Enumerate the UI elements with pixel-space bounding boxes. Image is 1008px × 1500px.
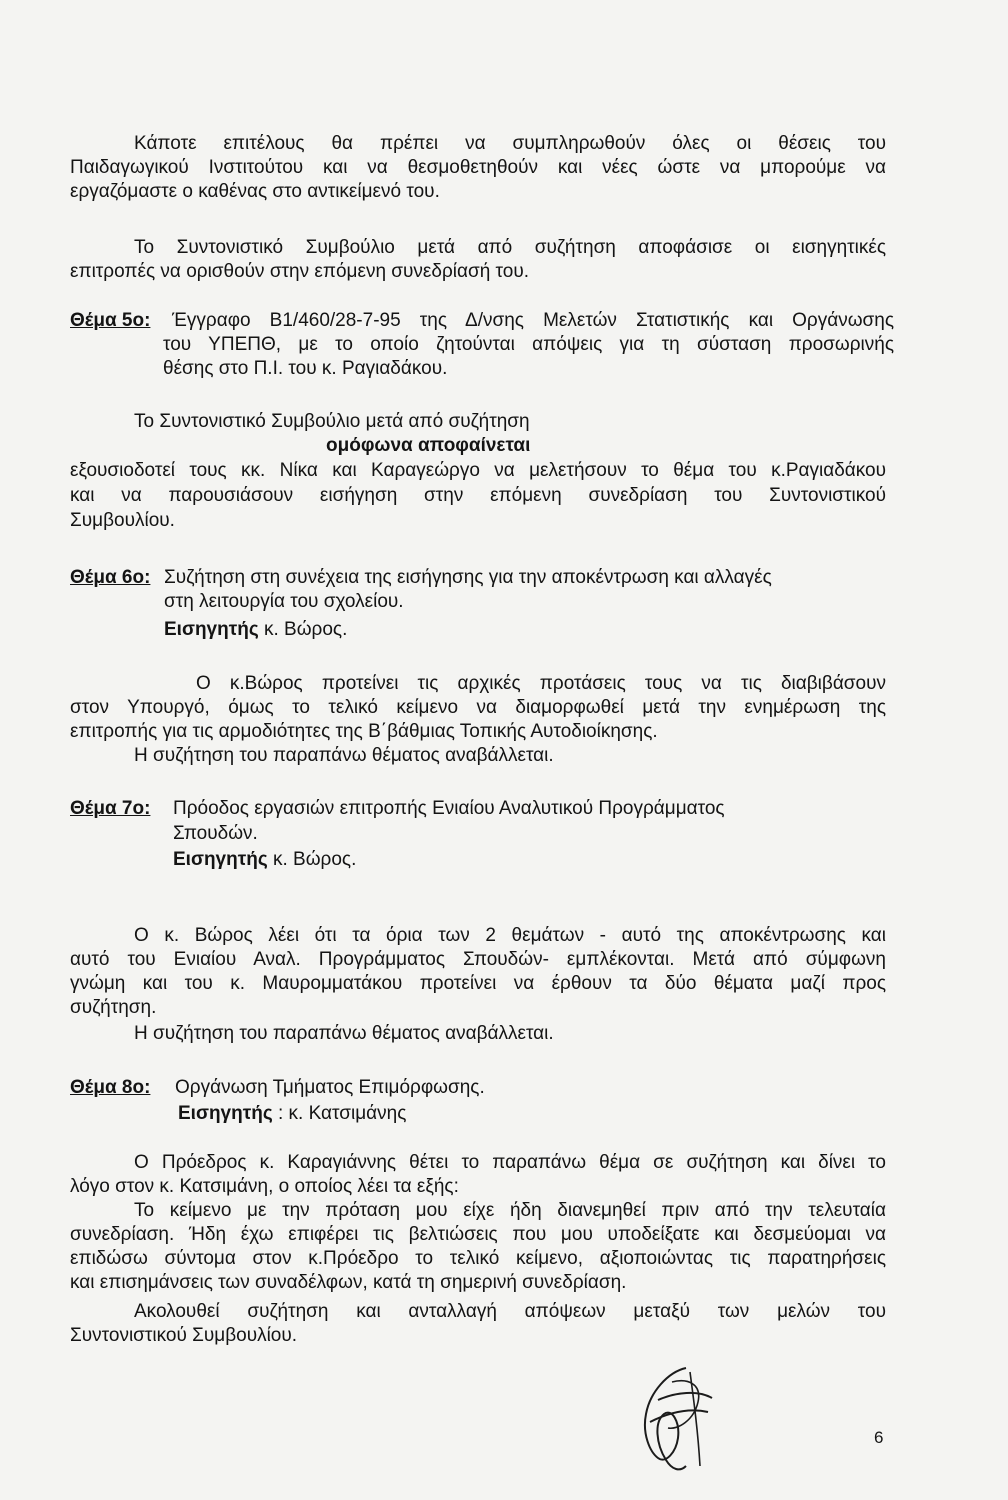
topic-5-title: του ΥΠΕΠΘ, με το οποίο ζητούνται απόψεις για τη σύσταση προσωρινής [163, 334, 894, 355]
topic-6-postponed: Η συζήτηση του παραπάνω θέματος αναβάλλεται. [134, 745, 554, 766]
topic-7-body: συζήτηση. [70, 997, 157, 1018]
rapporteur-name: κ. Βώρος. [263, 619, 348, 640]
topic-5-result: Συμβουλίου. [70, 510, 175, 531]
topic-8-label: Θέμα 8ο: [70, 1077, 151, 1098]
topic-7-title: Σπουδών. [173, 823, 258, 844]
rapporteur-label: Εισηγητής [164, 619, 259, 640]
topic-8-quote: συνεδρίαση. Ήδη έχω επιφέρει τις βελτιώσεις που μου υποδείξατε και δεσμεύομαι να [70, 1224, 886, 1245]
topic-8-quote: Το κείμενο με την πρόταση μου είχε ήδη διανεμηθεί πριν από την τελευταία [134, 1200, 886, 1221]
paragraph-line: Το Συντονιστικό Συμβούλιο μετά από συζήτηση αποφάσισε οι εισηγητικές [134, 237, 886, 258]
topic-5-label: Θέμα 5ο: [70, 310, 151, 331]
paragraph-line: Παιδαγωγικού Ινστιτούτου και να θεσμοθετηθούν και νέες ώστε να μπορούμε να [70, 157, 886, 178]
topic-5-result: εξουσιοδοτεί τους κκ. Νίκα και Καραγεώργο να μελετήσουν το θέμα του κ.Ραγιαδάκου [70, 460, 886, 481]
rapporteur-name: κ. Βώρος. [272, 849, 357, 870]
topic-7-label: Θέμα 7ο: [70, 798, 151, 819]
topic-7-rapporteur [173, 848, 356, 871]
topic-8-body: λόγο στον κ. Κατσιμάνη, ο οποίος λέει τα εξής: [70, 1176, 459, 1197]
topic-5-decision: ομόφωνα αποφαίνεται [326, 435, 531, 456]
topic-7-postponed: Η συζήτηση του παραπάνω θέματος αναβάλλεται. [134, 1023, 554, 1044]
topic-6-label: Θέμα 6ο: [70, 567, 151, 588]
topic-8-rapporteur [178, 1102, 406, 1125]
topic-8-closing: Ακολουθεί συζήτηση και ανταλλαγή απόψεων μεταξύ των μελών του [134, 1301, 886, 1322]
topic-7-body: αυτό του Ενιαίου Αναλ. Προγράμματος Σπουδών- εμπλέκονται. Μετά από σύμφωνη [70, 949, 886, 970]
topic-8-body: Ο Πρόεδρος κ. Καραγιάννης θέτει το παραπάνω θέμα σε συζήτηση και δίνει το [134, 1152, 886, 1173]
topic-6-body: Ο κ.Βώρος προτείνει τις αρχικές προτάσεις τους να τις διαβιβάσουν [196, 673, 886, 694]
rapporteur-label: Εισηγητής [178, 1103, 273, 1124]
rapporteur-label: Εισηγητής [173, 849, 268, 870]
topic-7-title: Πρόοδος εργασιών επιτροπής Ενιαίου Αναλυτικού Προγράμματος [173, 798, 725, 819]
rapporteur-name: : κ. Κατσιμάνης [277, 1103, 407, 1124]
paragraph-line: επιτροπές να ορισθούν στην επόμενη συνεδρίασή του. [70, 261, 530, 282]
topic-5-title: θέσης στο Π.Ι. του κ. Ραγιαδάκου. [163, 358, 448, 379]
topic-6-title: στη λειτουργία του σχολείου. [164, 591, 404, 612]
paragraph-line: εργαζόμαστε ο καθένας στο αντικείμενό του. [70, 181, 440, 202]
topic-5-result: και να παρουσιάσουν εισήγηση στην επόμενη συνεδρίαση του Συντονιστικού [70, 485, 886, 506]
topic-8-quote: επιδώσω σύντομα στον κ.Πρόεδρο το τελικό κείμενο, αξιοποιώντας τις παρατηρήσεις [70, 1248, 886, 1269]
page-number: 6 [874, 1428, 884, 1447]
topic-8-title: Οργάνωση Τμήματος Επιμόρφωσης. [175, 1077, 485, 1098]
topic-5-discussion: Το Συντονιστικό Συμβούλιο μετά από συζήτηση [134, 411, 530, 432]
topic-6-rapporteur [164, 618, 347, 641]
topic-6-title: Συζήτηση στη συνέχεια της εισήγησης για την αποκέντρωση και αλλαγές [164, 567, 772, 588]
topic-7-body: γνώμη και του κ. Μαυρομματάκου προτείνει να έρθουν τα δύο θέματα μαζί προς [70, 973, 886, 994]
topic-5-title: Έγγραφο Β1/460/28-7-95 της Δ/νσης Μελετών Στατιστικής και Οργάνωσης [172, 310, 894, 331]
topic-7-body: Ο κ. Βώρος λέει ότι τα όρια των 2 θεμάτων - αυτό της αποκέντρωσης και [134, 925, 886, 946]
topic-8-quote: και επισημάνσεις των συναδέλφων, κατά τη σημερινή συνεδρίαση. [70, 1272, 627, 1293]
paragraph-line: Κάποτε επιτέλους θα πρέπει να συμπληρωθούν όλες οι θέσεις του [134, 133, 886, 154]
signature-mark [628, 1362, 718, 1474]
topic-6-body: στον Υπουργό, όμως το τελικό κείμενο να διαμορφωθεί μετά την ενημέρωση της [70, 697, 886, 718]
topic-8-closing: Συντονιστικού Συμβουλίου. [70, 1325, 298, 1346]
topic-6-body: επιτροπής για τις αρμοδιότητες της Β΄βάθμιας Τοπικής Αυτοδιοίκησης. [70, 721, 658, 742]
